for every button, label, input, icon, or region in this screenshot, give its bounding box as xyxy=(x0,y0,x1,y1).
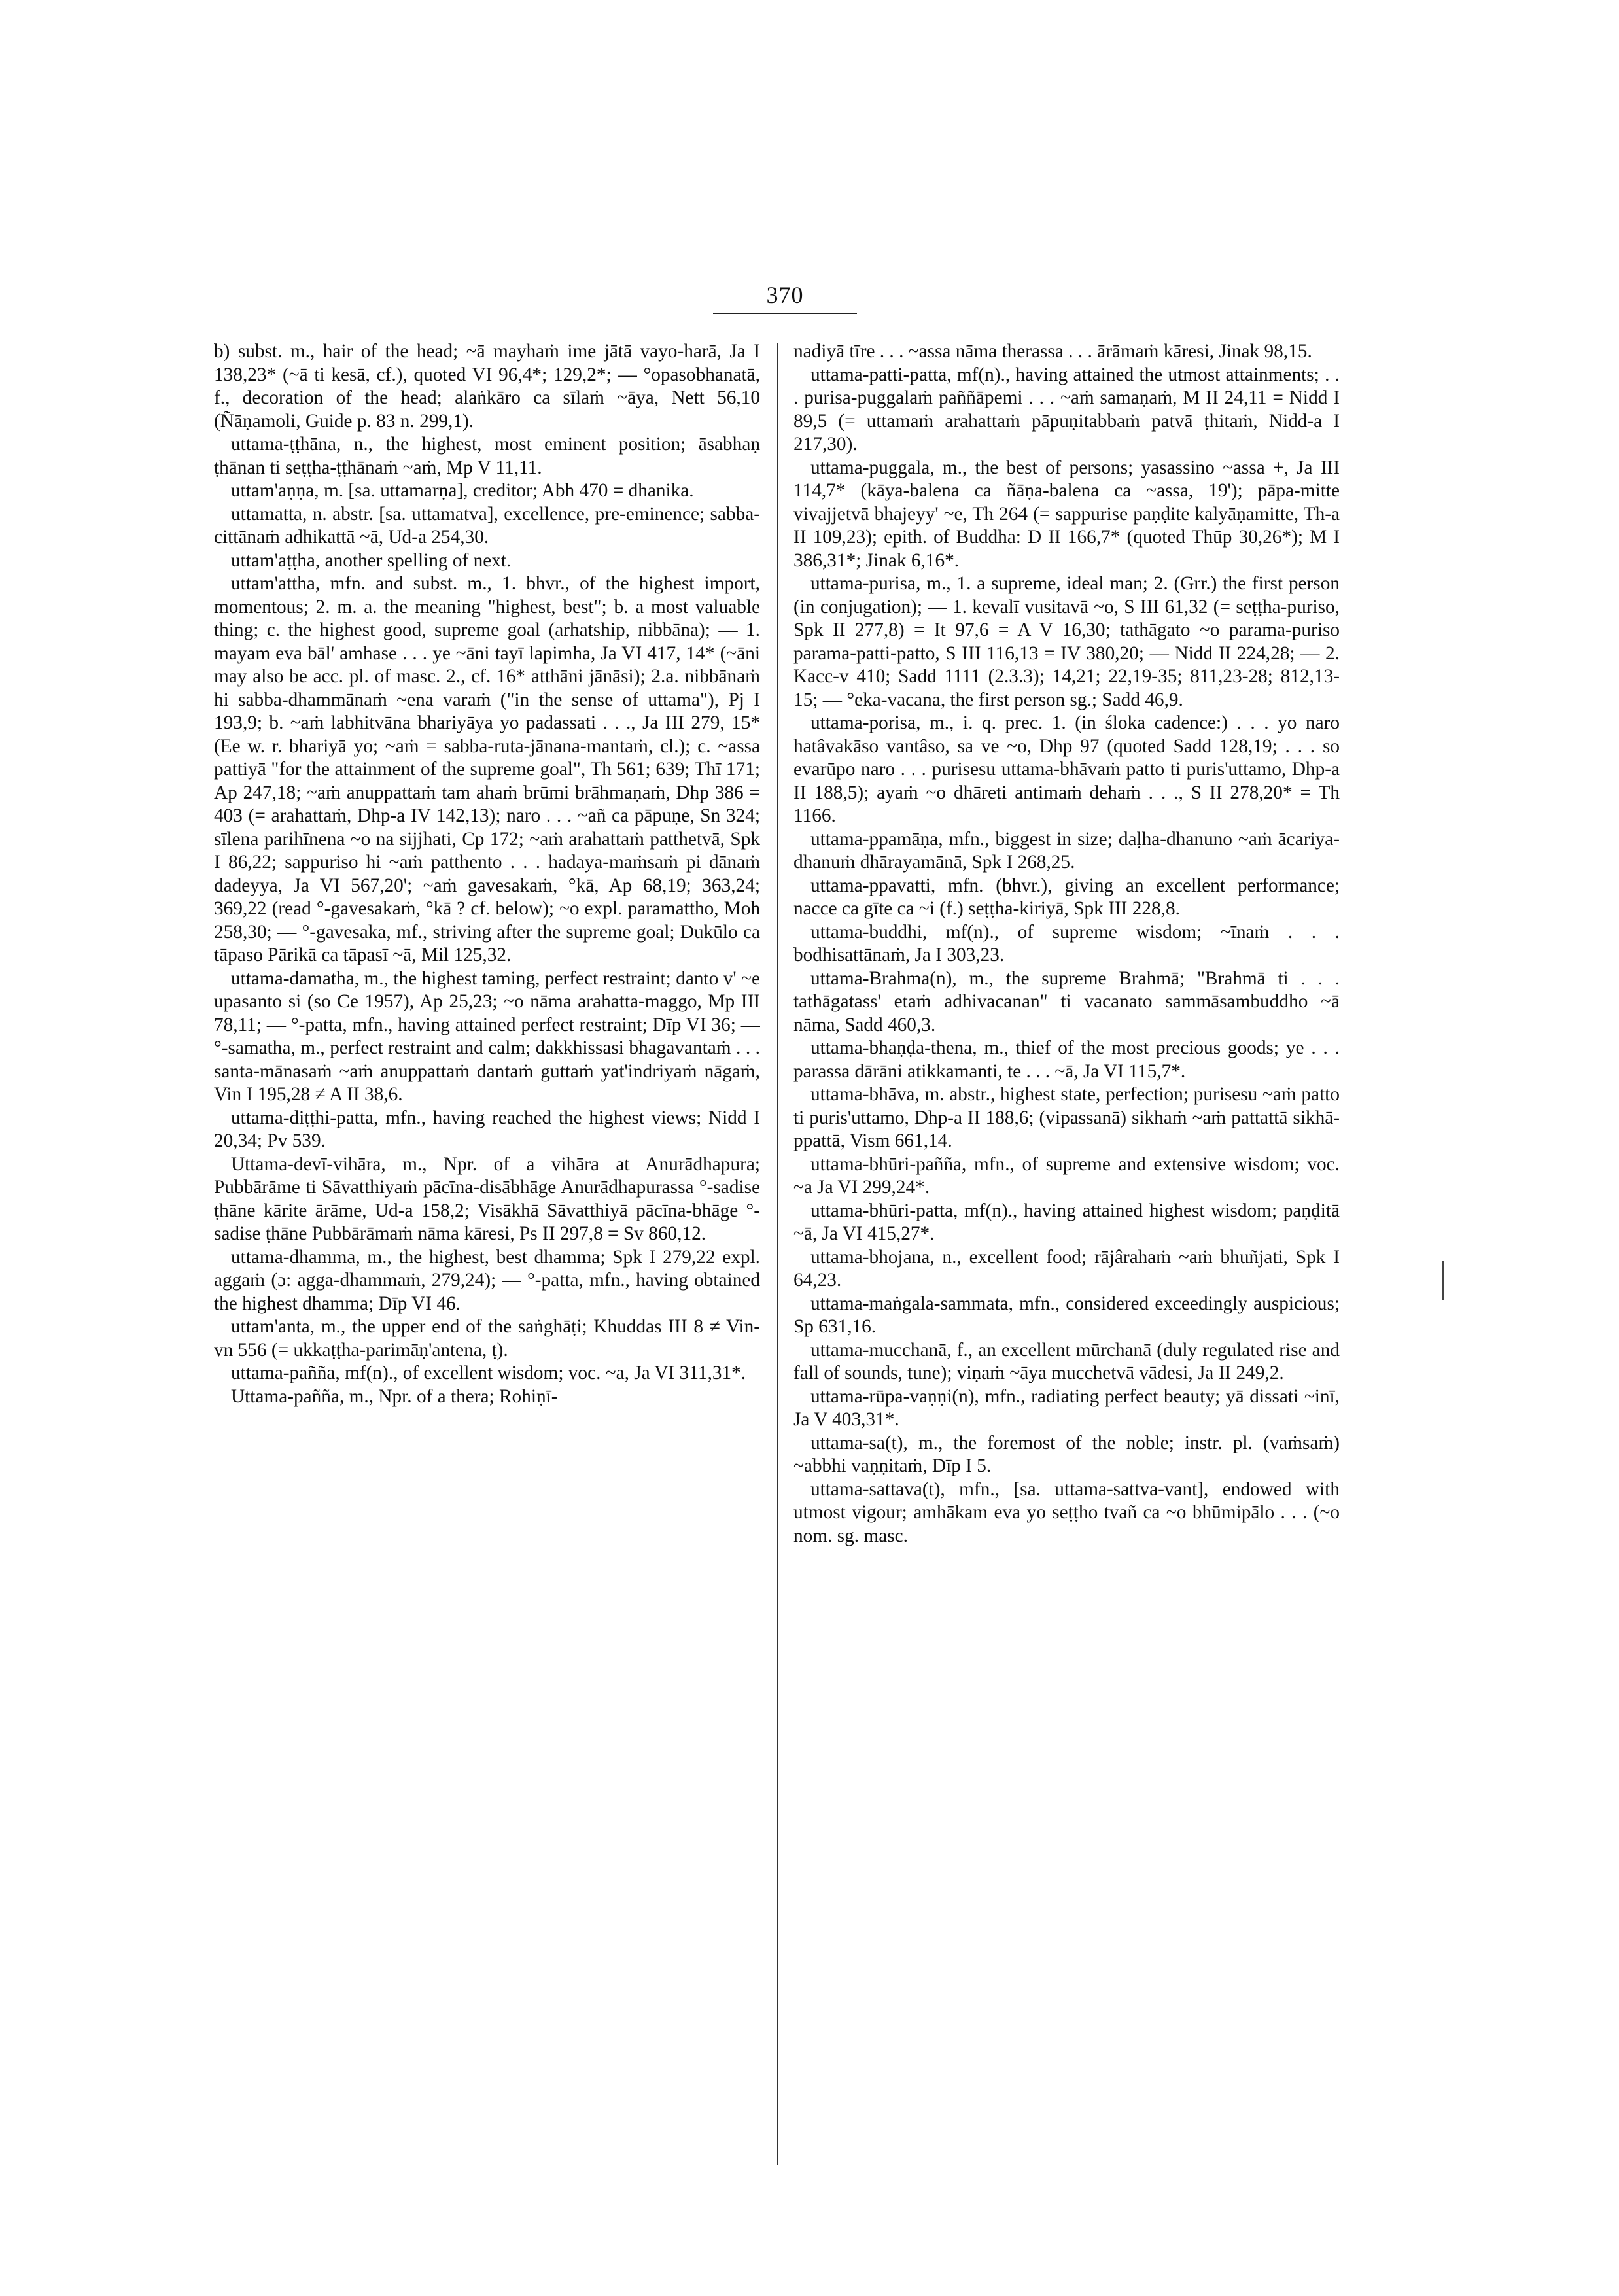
entry: uttama-puggala, m., the best of persons; yasassino ~assa +, Ja III 114,7* (kāya-balena ca ñāṇa-balena ca ~assa, 19'); pāpa-mitte vivajjetvā bhajeyy' ~e, Th 264 (= sappurise paṇḍite kalyāṇamitte, Th-a II 109,23); epith. of Buddha: D II 166,7* (quoted Thūp 30,26*); M I 386,31*; Jinak 6,16*. xyxy=(793,457,1340,571)
entry: uttam'attha, mfn. and subst. m., 1. bhvr., of the highest import, momentous; 2. m. a. the meaning "highest, best"; b. a most valuable thing; c. the highest good, supreme goal (arhatship, nibbāna); — 1. mayam eva bāl' amhase . . . ye ~āni tayī lapimha, Ja VI 417, 14* (~āni may also be acc. pl. of masc. 2., cf. 16* atthāni jānāsi); 2.a. nibbānaṁ hi sabba-dhammānaṁ ~ena varaṁ ("in the sense of uttama"), Pj I 193,9; b. ~aṁ labhitvāna bhariyāya yo padassati . . ., Ja III 279, 15* (Ee w. r. bhariyā yo; ~aṁ = sabba-ruta-jānana-mantaṁ, cl.); c. ~assa pattiyā "for the attainment of the supreme goal", Th 561; 639; Thī 171; Ap 247,18; ~aṁ anuppattaṁ tam ahaṁ brūmi brāhmaṇaṁ, Dhp 386 = 403 (= arahattaṁ, Dhp-a IV 142,13); naro . . . ~añ ca pāpuṇe, Sn 324; sīlena parihīnena ~o na sijjhati, Cp 172; ~aṁ arahattaṁ patthetvā, Spk I 86,22; sappuriso hi ~aṁ patthento . . . hadaya-maṁsaṁ pi dānaṁ dadeyya, Ja VI 567,20'; ~aṁ gavesakaṁ, °kā, Ap 68,19; 363,24; 369,22 (read °-gavesakaṁ, °kā ? cf. below); ~o expl. paramattho, Moh 258,30; — °-gavesaka, mf., striving after the supreme goal; Dukūlo ca tāpaso Pārikā ca tāpasī ~ā, Mil 125,32. xyxy=(214,573,760,965)
entry: uttama-Brahma(n), m., the supreme Brahmā; "Brahmā ti . . . tathāgatass' etaṁ adhivacanan" ti vacanato sammāsambuddho ~ā nāma, Sadd 460,3. xyxy=(793,967,1340,1035)
right-column xyxy=(793,340,1340,2296)
margin-mark xyxy=(1442,1261,1444,1300)
entry: uttama-rūpa-vaṇṇi(n), mfn., radiating perfect beauty; yā dissati ~inī, Ja V 403,31*. xyxy=(793,1385,1340,1430)
entry: uttama-diṭṭhi-patta, mfn., having reached the highest views; Nidd I 20,34; Pv 539. xyxy=(214,1107,760,1151)
entry: uttama-buddhi, mf(n)., of supreme wisdom; ~īnaṁ . . . bodhisattānaṁ, Ja I 303,23. xyxy=(793,921,1340,965)
entry: uttama-maṅgala-sammata, mfn., considered exceedingly auspicious; Sp 631,16. xyxy=(793,1293,1340,1337)
entry: Uttama-devī-vihāra, m., Npr. of a vihāra at Anurādhapura; Pubbārāme ti Sāvatthiyaṁ pācīna-disābhāge Anurādhapurassa °-sadise ṭhāne kārite ārāme, Ud-a 158,2; Visākhā Sāvatthiyā pācīna-bhāge °-sadise ṭhāne Pubbārāmaṁ nāma kāresi, Ps II 297,8 = Sv 860,12. xyxy=(214,1153,760,1244)
entry: Uttama-pañña, m., Npr. of a thera; Rohiṇī- xyxy=(231,1385,558,1407)
column-divider xyxy=(777,343,778,2165)
entry: nadiyā tīre . . . ~assa nāma therassa . . . ārāmaṁ kāresi, Jinak 98,15. xyxy=(793,341,1312,362)
entry: uttama-purisa, m., 1. a supreme, ideal man; 2. (Grr.) the first person (in conjugation); — 1. kevalī vusitavā ~o, S III 61,32 (= seṭṭha-puriso, Spk II 277,8) = It 97,6 = A V 16,30; tathāgato ~o parama-puriso parama-patti-patto, S III 116,13 = IV 380,20; — Nidd II 224,28; — 2. Kacc-v 410; Sadd 1111 (2.3.3); 14,21; 22,19-35; 811,23-28; 812,13-15; — °eka-vacana, the first person sg.; Sadd 46,9. xyxy=(793,573,1340,710)
entry: uttama-bhojana, n., excellent food; rājârahaṁ ~aṁ bhuñjati, Spk I 64,23. xyxy=(793,1246,1340,1291)
entry: uttama-ppamāṇa, mfn., biggest in size; daḷha-dhanuno ~aṁ ācariya-dhanuṁ dhārayamānā, Spk I 268,25. xyxy=(793,828,1340,873)
entry: uttama-mucchanā, f., an excellent mūrchanā (duly regulated rise and fall of sounds, tune); viṇaṁ ~āya mucchetvā vādesi, Ja II 249,2. xyxy=(793,1339,1340,1383)
entry: uttama-ppavatti, mfn. (bhvr.), giving an excellent performance; nacce ca gīte ca ~i (f.) seṭṭha-kiriyā, Spk III 228,8. xyxy=(793,875,1340,919)
entry: uttam'aṇṇa, m. [sa. uttamarṇa], creditor; Abh 470 = dhanika. xyxy=(231,480,694,501)
entry: uttama-bhaṇḍa-thena, m., thief of the most precious goods; ye . . . parassa dārāni atikkamanti, te . . . ~ā, Ja VI 115,7*. xyxy=(793,1037,1340,1082)
entry: uttama-patti-patta, mf(n)., having attained the utmost attainments; . . . purisa-puggalaṁ paññāpemi . . . ~aṁ samaṇaṁ, M II 24,11 = Nidd I 89,5 (= uttamaṁ arahattaṁ pāpuṇitabbaṁ patvā ṭhitaṁ, Nidd-a I 217,30). xyxy=(793,364,1340,455)
entry: uttamatta, n. abstr. [sa. uttamatva], excellence, pre-eminence; sabba-cittānaṁ adhikattā ~ā, Ud-a 254,30. xyxy=(214,503,760,548)
entry: uttama-dhamma, m., the highest, best dhamma; Spk I 279,22 expl. aggaṁ (ɔ: agga-dhammaṁ, 279,24); — °-patta, mfn., having obtained the highest dhamma; Dīp VI 46. xyxy=(214,1246,760,1314)
page-number-rule xyxy=(713,313,857,314)
page-number: 370 xyxy=(766,282,804,308)
entry: uttama-bhūri-pañña, mfn., of supreme and extensive wisdom; voc. ~a Ja VI 299,24*. xyxy=(793,1153,1340,1198)
entry: uttama-damatha, m., the highest taming, perfect restraint; danto v' ~e upasanto si (so Ce 1957), Ap 25,23; ~o nāma arahatta-maggo, Mp III 78,11; — °-patta, mfn., having attained perfect restraint; Dīp VI 36; — °-samatha, m., perfect restraint and calm; dakkhissasi bhagavantaṁ . . . santa-mānasaṁ ~aṁ anuppattaṁ dantaṁ guttaṁ yat'indriyaṁ nāgaṁ, Vin I 195,28 ≠ A II 38,6. xyxy=(214,967,760,1105)
entry: uttama-pañña, mf(n)., of excellent wisdom; voc. ~a, Ja VI 311,31*. xyxy=(231,1363,746,1383)
entry: uttama-sa(t), m., the foremost of the noble; instr. pl. (vaṁsaṁ) ~abbhi vaṇṇitaṁ, Dīp I 5. xyxy=(793,1432,1340,1476)
entry: uttam'anta, m., the upper end of the saṅghāṭi; Khuddas III 8 ≠ Vin-vn 556 (= ukkaṭṭha-parimāṇ'antena, ṭ). xyxy=(214,1316,760,1361)
entry: uttama-bhāva, m. abstr., highest state, perfection; purisesu ~aṁ patto ti puris'uttamo, Dhp-a II 188,6; (vipassanā) sikhaṁ ~aṁ pattattā sikhā-ppattā, Vism 661,14. xyxy=(793,1084,1340,1151)
entry: b) subst. m., hair of the head; ~ā mayhaṁ ime jātā vayo-harā, Ja I 138,23* (~ā ti kesā, cf.), quoted VI 96,4*; 129,2*; — °opasobhanatā, f., decoration of the head; alaṅkāro ca sīlaṁ ~āya, Nett 56,10 (Ñāṇamoli, Guide p. 83 n. 299,1). xyxy=(214,341,760,432)
entry: uttama-sattava(t), mfn., [sa. uttama-sattva-vant], endowed with utmost vigour; amhākam eva yo seṭṭho tvañ ca ~o bhūmipālo . . . (~o nom. sg. masc. xyxy=(793,1478,1340,1546)
entry: uttama-porisa, m., i. q. prec. 1. (in śloka cadence:) . . . yo naro hatâvakāso vantâso, sa ve ~o, Dhp 97 (quoted Sadd 128,19; . . . so evarūpo naro . . . purisesu uttama-bhāvaṁ patto ti puris'uttamo, Dhp-a II 188,5); ayaṁ ~o dhāreti antimaṁ dehaṁ . . ., S II 278,20* = Th 1166. xyxy=(793,712,1340,826)
left-column xyxy=(214,340,760,2296)
entry: uttama-bhūri-patta, mf(n)., having attained highest wisdom; paṇḍitā ~ā, Ja VI 415,27*. xyxy=(793,1200,1340,1244)
entry: uttama-ṭṭhāna, n., the highest, most eminent position; āsabhaṇ ṭhānan ti seṭṭha-ṭṭhānaṁ ~aṁ, Mp V 11,11. xyxy=(214,434,760,478)
entry: uttam'aṭṭha, another spelling of next. xyxy=(231,549,512,571)
